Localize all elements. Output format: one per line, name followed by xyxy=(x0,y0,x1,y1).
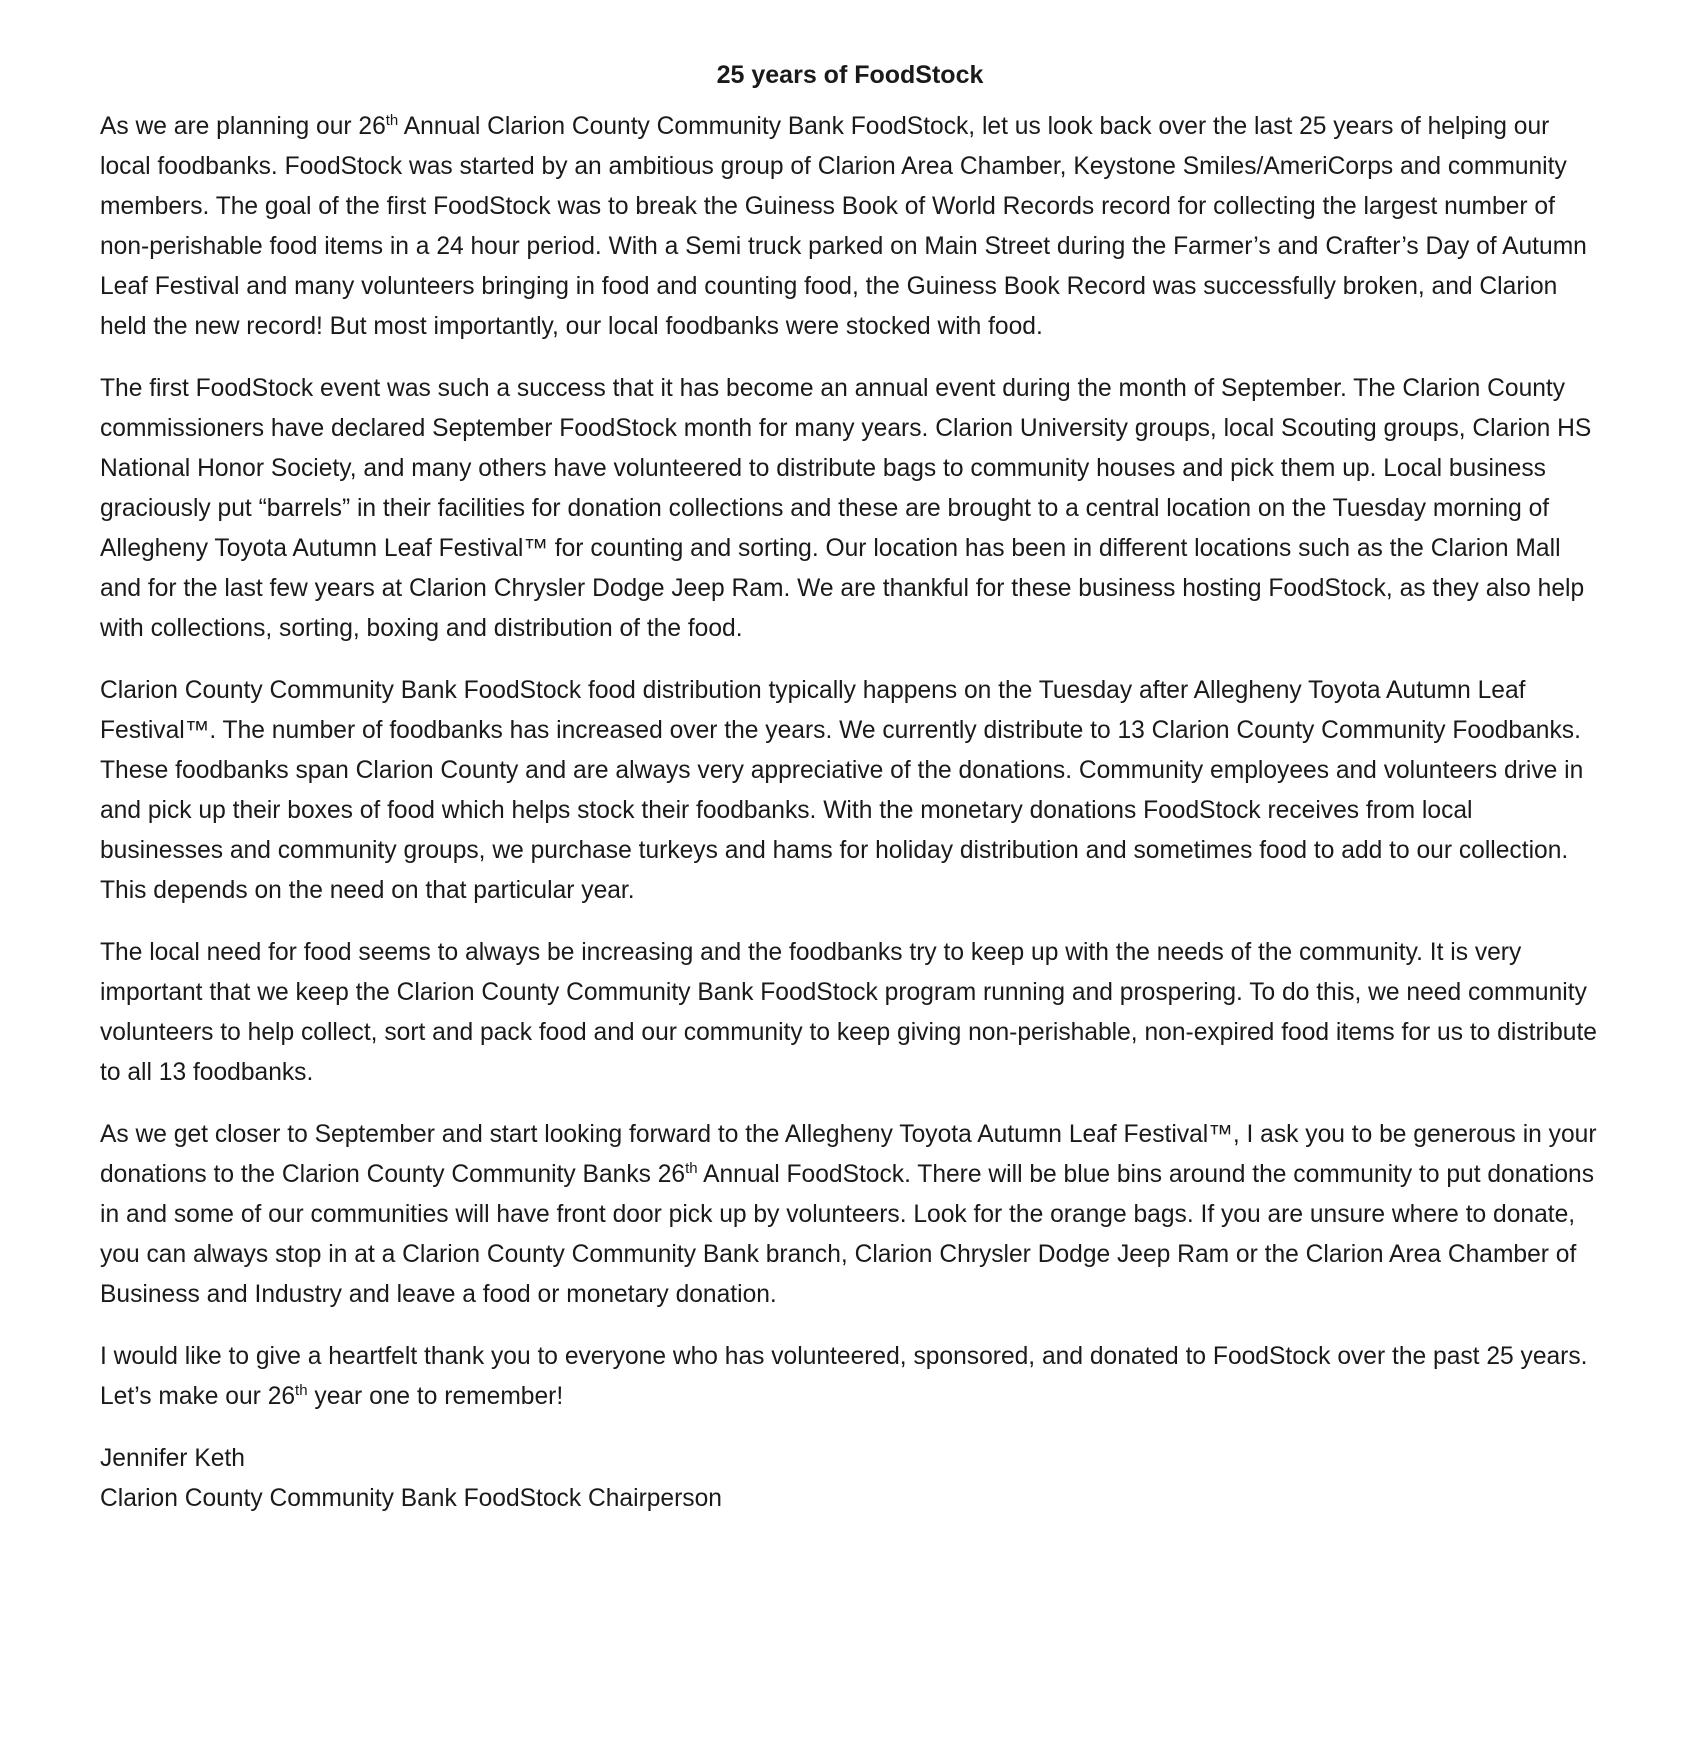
ordinal-suffix: th xyxy=(295,1381,308,1399)
paragraph-5 xyxy=(100,1115,1600,1315)
paragraph-6 xyxy=(100,1337,1600,1417)
paragraph-text: The local need for food seems to always be increasing and the foodbanks try to keep up with the needs of the community. It is very important that we keep the Clarion County Community Bank FoodStock program running and prospering. To do this, we need community volunteers to help collect, sort and pack food and our community to keep giving non-perishable, non-expired food items for us to distribute to all 13 foodbanks. xyxy=(100,939,1597,1086)
ordinal-suffix: th xyxy=(685,1159,698,1177)
paragraph-text: year one to remember! xyxy=(307,1383,564,1410)
document-body xyxy=(100,107,1600,1417)
ordinal-suffix: th xyxy=(385,111,399,129)
signature-name: Jennifer Keth xyxy=(100,1445,245,1472)
paragraph-text: The first FoodStock event was such a success that it has become an annual event during the month of September. The Clarion County commissioners have declared September FoodStock month for many years. Clarion University groups, local Scouting groups, Clarion HS National Honor Society, and many others have volunteered to distribute bags to community houses and pick them up. Local business graciously put “barrels” in their facilities for donation collections and these are brought to a central location on the Tuesday morning of Allegheny Toyota Autumn Leaf Festival™ for counting and sorting. Our location has been in different locations such as the Clarion Mall and for the last few years at Clarion Chrysler Dodge Jeep Ram. We are thankful for these business hosting FoodStock, as they also help with collections, sorting, boxing and distribution of the food. xyxy=(100,375,1592,642)
document-page xyxy=(100,55,1600,1519)
paragraph-text: I would like to give a heartfelt thank you to everyone who has volunteered, sponsored, and donated to FoodStock over the past 25 years. Let’s make our 26 xyxy=(100,1343,1588,1410)
paragraph-text: Annual FoodStock. There will be blue bins around the community to put donations in and some of our communities will have front door pick up by volunteers. Look for the orange bags. If you are unsure where to donate, you can always stop in at a Clarion County Community Bank branch, Clarion Chrysler Dodge Jeep Ram or the Clarion Area Chamber of Business and Industry and leave a food or monetary donation. xyxy=(100,1161,1595,1308)
paragraph-text: As we get closer to September and start looking forward to the Allegheny Toyota Autumn Leaf Festival™, I ask you to be generous in your donations to the Clarion County Community Banks 26 xyxy=(100,1121,1597,1188)
paragraph-4 xyxy=(100,933,1600,1093)
document-title: 25 years of FoodStock xyxy=(716,61,984,89)
paragraph-text: As we are planning our 26 xyxy=(100,113,386,140)
paragraph-2 xyxy=(100,369,1600,649)
signature-role: Clarion County Community Bank FoodStock Chairperson xyxy=(100,1485,722,1512)
signature-block xyxy=(100,1439,1600,1519)
paragraph-3 xyxy=(100,671,1600,911)
paragraph-1 xyxy=(100,107,1600,347)
paragraph-text: Annual Clarion County Community Bank FoodStock, let us look back over the last 25 years of helping our local foodbanks. FoodStock was started by an ambitious group of Clarion Area Chamber, Keystone Smiles/AmeriCorps and community members. The goal of the first FoodStock was to break the Guiness Book of World Records record for collecting the largest number of non-perishable food items in a 24 hour period. With a Semi truck parked on Main Street during the Farmer’s and Crafter’s Day of Autumn Leaf Festival and many volunteers bringing in food and counting food, the Guiness Book Record was successfully broken, and Clarion held the new record! But most importantly, our local foodbanks were stocked with food. xyxy=(100,113,1587,340)
paragraph-text: Clarion County Community Bank FoodStock food distribution typically happens on the Tuesday after Allegheny Toyota Autumn Leaf Festival™. The number of foodbanks has increased over the years. We currently distribute to 13 Clarion County Community Foodbanks. These foodbanks span Clarion County and are always very appreciative of the donations. Community employees and volunteers drive in and pick up their boxes of food which helps stock their foodbanks. With the monetary donations FoodStock receives from local businesses and community groups, we purchase turkeys and hams for holiday distribution and sometimes food to add to our collection. This depends on the need on that particular year. xyxy=(100,677,1584,904)
